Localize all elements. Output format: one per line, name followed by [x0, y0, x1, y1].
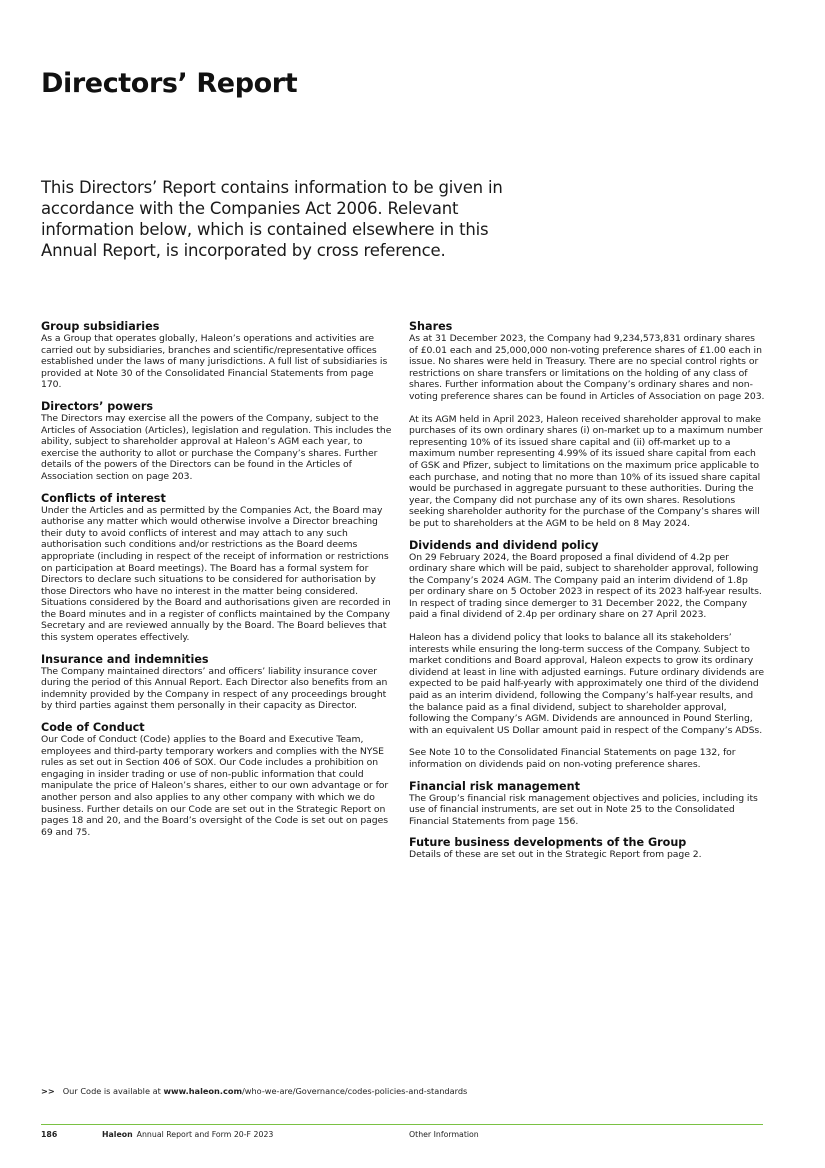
section-heading: Conflicts of interest — [41, 491, 166, 505]
section-heading: Group subsidiaries — [41, 320, 160, 333]
section-future-business — [409, 836, 765, 861]
section-code-of-conduct — [41, 721, 393, 838]
section-body: Haleon has a dividend policy that looks to balance all its stakeholders’ interests while ensuring the long-term success of the Company. Subject to market conditions and Board approval, Haleon expects to grow its ordinary dividend at least in line with adjusted earnings. Future ordinary dividends are expected to be paid half-yearly with approximately one third of the dividend paid as an interim dividend, following the Company’s half-year results, and the balance paid as a final dividend, subject to shareholder approval, following the Company’s AGM. Dividends are announced in Pound Sterling, with an equivalent US Dollar amount paid in respect of the Company’s ADSs. — [409, 632, 765, 736]
section-body: See Note 10 to the Consolidated Financial Statements on page 132, for information on dividends paid on non-voting preference shares. — [409, 747, 736, 770]
section-group-subsidiaries — [41, 320, 393, 391]
intro-paragraph: This Directors’ Report contains information to be given in accordance with the Companies Act 2006. Relevant information below, which is contained elsewhere in this Annual Report, is incorporated by cross reference. — [41, 178, 503, 260]
code-link-note — [41, 1086, 467, 1096]
footer-report-title — [102, 1130, 273, 1139]
section-body: Our Code of Conduct (Code) applies to the Board and Executive Team, employees and third-party temporary workers and complies with the NYSE rules as set out in Section 406 of SOX. Our Code includes a prohibition on engaging in insider trading or use of non-public information that could manipulate the price of Haleon’s shares, either to our own advantage or for another person and also applies to any other company with which we do business. Further details on our Code are set out in the Strategic Report on pages 18 and 20, and the Board’s oversight of the Code is set out on pages 69 and 75. — [41, 734, 389, 838]
left-column — [41, 320, 393, 847]
note-prefix: Our Code is available at — [62, 1086, 164, 1096]
section-dividends — [409, 539, 765, 771]
arrow-icon: >> — [41, 1086, 55, 1096]
section-body: The Directors may exercise all the powers of the Company, subject to the Articles of Association (Articles), legislation and regulation. This includes the ability, subject to shareholder approval at Haleon’s AGM each year, to exercise the authority to allot or purchase the Company’s shares. Further details of the powers of the Directors can be found in the Articles of Association section on page 203. — [41, 412, 392, 482]
section-heading: Directors’ powers — [41, 399, 154, 413]
section-financial-risk — [409, 780, 765, 828]
section-body: Details of these are set out in the Strategic Report from page 2. — [409, 849, 702, 861]
section-heading: Insurance and indemnities — [41, 652, 209, 666]
section-body: On 29 February 2024, the Board proposed a final dividend of 4.2p per ordinary share which will be paid, subject to shareholder approval, following the Company’s 2024 AGM. The Company paid an interim dividend of 1.8p per ordinary share on 5 October 2023 in respect of its 2023 half-year results. In respect of trading since demerger to 31 December 2022, the Company paid a final dividend of 2.4p per ordinary share on 27 April 2023. — [409, 551, 762, 621]
report-name: Annual Report and Form 20-F 2023 — [136, 1130, 274, 1139]
code-link-domain[interactable]: www.haleon.com — [163, 1086, 243, 1096]
section-body: Under the Articles and as permitted by the Companies Act, the Board may authorise any matter which would otherwise involve a Director breaching their duty to avoid conflicts of interest and may attach to any such authorisation such conditions and/or restrictions as the Board deems appropriate (including in respect of the receipt of information or restrictions on participation at Board meetings). The Board has a formal system for Directors to declare such situations to be considered for authorisation by those Directors who have no interest in the matter being considered. Situations considered by the Board and authorisations given are recorded in the Board minutes and in a register of conflicts maintained by the Company Secretary and are reviewed annually by the Board. The Board believes that this system operates effectively. — [41, 504, 391, 644]
section-insurance — [41, 653, 393, 712]
section-body: As a Group that operates globally, Haleon’s operations and activities are carried out by subsidiaries, branches and scientific/representative offices established under the laws of many jurisdictions. A full list of subsidiaries is provided at Note 30 of the Consolidated Financial Statements from page 170. — [41, 333, 388, 391]
right-column — [409, 320, 765, 870]
section-heading: Shares — [409, 320, 453, 333]
section-body: The Group’s financial risk management objectives and policies, including its use of financial instruments, are set out in Note 25 to the Consolidated Financial Statements from page 156. — [409, 792, 758, 827]
code-link-path[interactable]: /who-we-are/Governance/codes-policies-and-standards — [242, 1086, 468, 1096]
section-shares — [409, 320, 765, 530]
section-body: The Company maintained directors’ and officers’ liability insurance cover during the period of this Annual Report. Each Director also benefits from an indemnity provided by the Company in respect of any proceedings brought by third parties against them personally in their capacity as Director. — [41, 665, 388, 712]
section-heading: Future business developments of the Group — [409, 836, 687, 850]
brand-name: Haleon — [102, 1130, 133, 1139]
section-body: As at 31 December 2023, the Company had 9,234,573,831 ordinary shares of £0.01 each and 25,000,000 non-voting preference shares of £1.00 each in issue. No shares were held in Treasury. There are no special control rights or restrictions on share transfers or limitations on the holding of any class of shares. Further information about the Company’s ordinary shares and non-voting preference shares can be found in Articles of Association on page 203. — [409, 333, 765, 402]
section-conflicts-of-interest — [41, 492, 393, 644]
section-directors-powers — [41, 400, 393, 483]
page-number: 186 — [41, 1130, 58, 1139]
section-heading: Financial risk management — [409, 779, 580, 793]
page-title: Directors’ Report — [41, 68, 298, 99]
section-heading: Code of Conduct — [41, 721, 145, 735]
footer-divider — [41, 1124, 763, 1125]
section-heading: Dividends and dividend policy — [409, 538, 599, 552]
footer-section-name: Other Information — [409, 1130, 479, 1139]
section-body: At its AGM held in April 2023, Haleon received shareholder approval to make purchases of its own ordinary shares (i) on-market up to a maximum number representing 10% of its issued share capital and (ii) off-market up to a maximum number representing 4.99% of its issued share capital from each of GSK and Pfizer, subject to limitations on the maximum price applicable to each purchase, and noting that no more than 10% of its issued share capital would be purchased in aggregate pursuant to these authorities. During the year, the Company did not purchase any of its own shares. Resolutions seeking shareholder authority for the purchase of the Company’s shares will be put to shareholders at the AGM to be held on 8 May 2024. — [409, 413, 763, 529]
